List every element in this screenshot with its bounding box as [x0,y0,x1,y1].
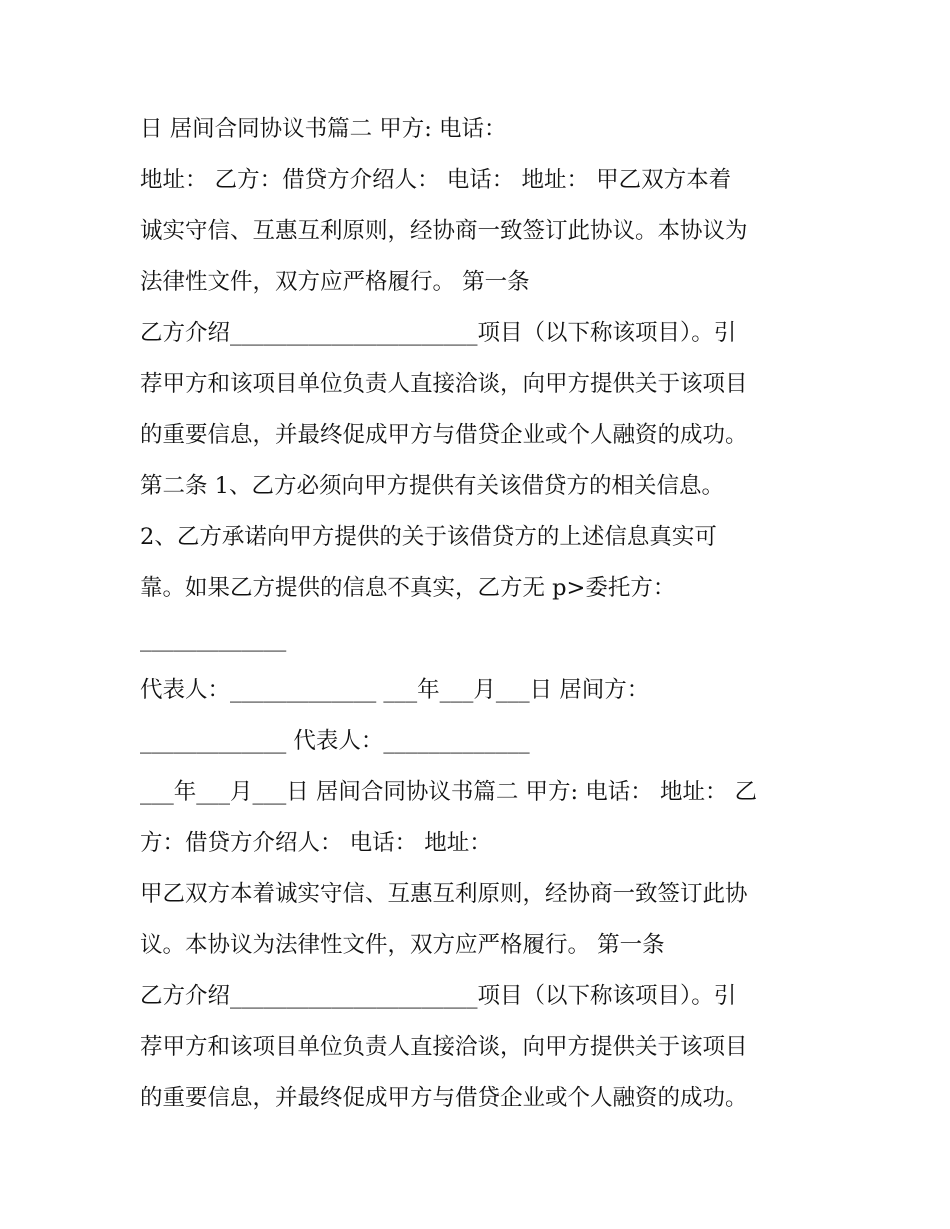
text-line: 法律性文件，双方应严格履行。 第一条 [140,269,530,295]
text-line: 荐甲方和该项目单位负责人直接洽谈，向甲方提供关于该项目 [140,1034,748,1060]
text-line: 诚实守信、互惠互利原则，经协商一致签订此协议。本协议为 [140,218,748,244]
text-line: 的重要信息，并最终促成甲方与借贷企业或个人融资的成功。 [140,1085,748,1111]
text-line: 议。本协议为法律性文件，双方应严格履行。 第一条 [140,932,665,958]
text-line: 代表人：_____________ ___年___月___日 居间方： [140,677,650,703]
text-line: 日 居间合同协议书篇二 甲方: 电话： [140,116,507,142]
text-line: 乙方介绍______________________项目（以下称该项目）。引 [140,983,737,1009]
text-line: 甲乙双方本着诚实守信、互惠互利原则，经协商一致签订此协 [140,881,748,907]
text-line: 第二条 1、乙方必须向甲方提供有关该借贷方的相关信息。 [140,473,724,499]
text-line: 2、乙方承诺向甲方提供的关于该借贷方的上述信息真实可 [140,524,717,550]
text-line: 方：借贷方介绍人： 电话： 地址： [140,830,492,856]
document-body [140,104,830,1124]
text-line: _____________ 代表人：_____________ [140,728,530,754]
text-line: 地址： 乙方：借贷方介绍人： 电话： 地址： 甲乙双方本着 [140,167,732,193]
signature-blank-line: _____________ [140,626,287,652]
text-line: 荐甲方和该项目单位负责人直接洽谈，向甲方提供关于该项目 [140,371,748,397]
text-line: ___年___月___日 居间合同协议书篇二 甲方: 电话： 地址： 乙 [140,779,758,805]
text-line: 靠。如果乙方提供的信息不真实，乙方无 p>委托方： [140,575,676,601]
text-line: 乙方介绍______________________项目（以下称该项目）。引 [140,320,737,346]
text-line: 的重要信息，并最终促成甲方与借贷企业或个人融资的成功。 [140,422,748,448]
